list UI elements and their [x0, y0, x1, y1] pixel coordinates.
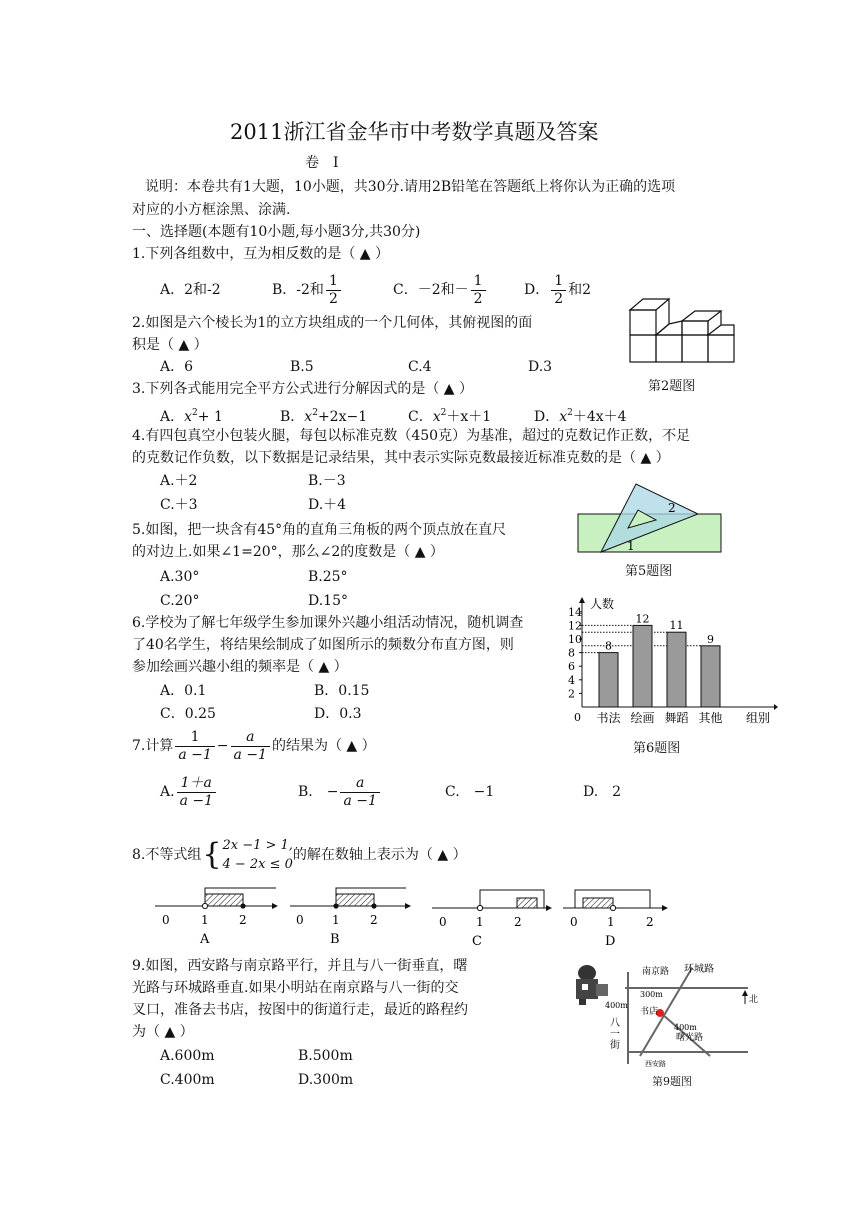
bar — [667, 632, 686, 707]
map-label-north: 北 — [749, 995, 759, 1005]
q7-stem: 7.计算 1 a −1 − $\frac{a}{a -1}$ 的结果为（ ▲ ） — [132, 728, 376, 763]
category-label: 其他 — [698, 711, 723, 725]
volume-label: 卷 I — [305, 155, 339, 171]
number-line-d — [563, 890, 668, 949]
svg-text:0: 0 — [570, 915, 578, 929]
q5-option-d: D.15° — [308, 593, 348, 609]
q5-option-b: B.25° — [308, 569, 348, 585]
category-label: 书法 — [596, 711, 621, 725]
q6-stem-1: 6.学校为了解七年级学生参加课外兴趣小组活动情况，随机调查 — [132, 615, 524, 631]
q1-option-b-prefix: B．-2和 — [272, 282, 324, 298]
fraction: $\frac{a}{a -1}$ — [340, 775, 379, 810]
y-axis-label: 人数 — [590, 597, 615, 611]
x-axis-label: 组别 — [746, 711, 771, 725]
category-labels — [596, 710, 722, 725]
fraction: $\frac{a}{a -1}$ — [231, 729, 270, 764]
map-label-400-right: 400m — [674, 1023, 697, 1032]
q5-option-a: A.30° — [160, 569, 200, 585]
q2-option-c: C.4 — [408, 359, 432, 375]
category-label: 绘画 — [630, 711, 655, 725]
q3-option-a: A．$x^2+ 1$ — [160, 408, 223, 425]
q1-option-a: A．2和-2 — [160, 282, 221, 298]
number-line-c — [432, 890, 552, 949]
number-line-options — [150, 878, 670, 950]
q5-stem-2: 的对边上.如果∠1=20°，那么∠2的度数是（ ▲ ） — [132, 544, 444, 560]
y-axis-arrow — [579, 597, 585, 603]
q6-option-a: A．0.1 — [160, 683, 207, 699]
y-tick-label: 0 — [574, 711, 581, 724]
y-tick-label: 14 — [568, 605, 582, 619]
student-cartoon-icon — [576, 965, 608, 1005]
q9-stem-1: 9.如图，西安路与南京路平行，并且与八一街垂直，曙 — [132, 958, 468, 974]
x-axis-arrow — [774, 704, 778, 710]
q9-option-b: B.500m — [298, 1048, 353, 1064]
q1-option-b — [272, 268, 343, 312]
angle-2-label: 2 — [668, 501, 676, 515]
map-label-shuguang: 曙光路 — [676, 1033, 704, 1043]
svg-text:2: 2 — [370, 913, 378, 927]
y-tick-label: 12 — [568, 619, 582, 633]
map-label-bayi-1: 八 — [610, 1018, 620, 1029]
q4-stem-2: 的克数记作负数，以下数据是记录结果，其中表示实际克数最接近标准克数的是（ ▲ ） — [132, 450, 670, 466]
y-tick-label: 8 — [568, 646, 575, 660]
intro-line-2: 对应的小方框涂黑、涂满. — [132, 202, 291, 218]
q3-option-d: D．$x^2+4x+4$ — [534, 408, 627, 425]
y-tick-label: 10 — [568, 633, 582, 646]
q9-option-d: D.300m — [298, 1072, 354, 1088]
q2-option-b: B.5 — [290, 359, 314, 375]
q9-caption: 第9题图 — [652, 1075, 692, 1088]
q5-option-c: C.20° — [160, 593, 200, 609]
map-label-bayi-2: 一 — [610, 1029, 620, 1040]
fraction: 1＋a a −1 — [177, 775, 216, 810]
fraction: 1 a −1 — [175, 729, 214, 764]
option-c-label: C — [472, 934, 482, 949]
map-label-300: 300m — [640, 990, 663, 999]
denominator: 2 — [554, 290, 564, 307]
q1-option-d: D． $\frac{1}{2}$ 和2 — [524, 272, 592, 307]
q6-stem-2: 了40名学生，将结果绘制成了如图所示的频数分布直方图，则 — [132, 637, 514, 653]
inequality-system: 2x −1 > 1, 4 − 2x ≤ 0 — [222, 838, 293, 872]
svg-text:0: 0 — [296, 913, 304, 927]
y-ticks — [568, 606, 582, 724]
section-heading: 一、选择题(本题有10小题,每小题3分,共30分) — [132, 224, 421, 240]
cube-figure — [625, 295, 740, 370]
q2-caption: 第2题图 — [648, 379, 696, 394]
q6-option-d: D．0.3 — [314, 706, 362, 722]
svg-text:0: 0 — [439, 915, 447, 929]
street-map-figure — [570, 960, 765, 1090]
svg-text:1: 1 — [476, 915, 484, 929]
q4-stem-1: 4.有四包真空小包装火腿，每包以标准克数（450克）为基准，超过的克数记作正数，不足 — [132, 428, 691, 444]
numerator: 1 — [326, 273, 341, 291]
q4-option-a: A.＋2 — [160, 473, 198, 489]
q3-option-b: B．$x^2+2x-1$ — [280, 408, 368, 425]
bar — [701, 646, 720, 707]
denominator: 2 — [473, 290, 483, 307]
fraction-half — [326, 273, 341, 308]
q6-option-b: B．0.15 — [314, 683, 370, 699]
q6-option-c: C．0.25 — [160, 706, 216, 722]
q2-stem-2: 积是（ ▲ ） — [132, 337, 208, 353]
map-label-bookstore: 书店 — [640, 1007, 659, 1017]
q1-option-c — [393, 268, 488, 312]
intro-line-1: 说明：本卷共有1大题，10小题，共30分.请用2B铅笔在答题纸上将你认为正确的选项 — [145, 179, 676, 195]
q7-option-c: C. −1 — [445, 784, 495, 800]
q9-stem-4: 为（ ▲ ） — [132, 1024, 194, 1040]
q1-option-c-prefix: C．－2和－ — [393, 282, 469, 298]
bar — [633, 625, 652, 707]
q5-caption: 第5题图 — [625, 564, 673, 579]
svg-text:1: 1 — [607, 915, 615, 929]
option-d-label: D — [605, 934, 616, 949]
q9-option-c: C.400m — [160, 1072, 215, 1088]
option-a-label: A — [200, 932, 210, 947]
q7-option-d: D. 2 — [583, 784, 622, 800]
y-tick-label: 4 — [568, 673, 575, 687]
svg-text:0: 0 — [162, 913, 170, 927]
map-label-huancheng: 环城路 — [684, 964, 714, 975]
q2-stem-1: 2.如图是六个棱长为1的立方块组成的一个几何体，其俯视图的面 — [132, 315, 533, 331]
q1-stem: 1.下列各组数中，互为相反数的是（ ▲ ） — [132, 246, 390, 262]
numerator: 1 — [551, 273, 566, 291]
q8-stem: 8.不等式组 { 2x −1 > 1, 4 − 2x ≤ 0 的解在数轴上表示为（ ▲ ） — [132, 833, 467, 877]
y-tick-label: 6 — [568, 660, 575, 674]
north-arrow-icon — [742, 990, 748, 1004]
svg-text:2: 2 — [646, 915, 654, 929]
number-line-a — [155, 888, 278, 947]
number-line-b — [290, 888, 411, 947]
q9-option-a: A.600m — [160, 1048, 215, 1064]
map-label-bayi-3: 街 — [610, 1040, 620, 1051]
option-b-label: B — [330, 932, 340, 947]
page-title: 2011浙江省金华市中考数学真题及答案 — [230, 120, 599, 144]
angle-1-label: 1 — [627, 539, 635, 553]
denominator: 2 — [328, 290, 338, 307]
q5-stem-1: 5.如图，把一块含有45°角的直角三角板的两个顶点放在直尺 — [132, 522, 507, 538]
svg-text:1: 1 — [332, 913, 340, 927]
histogram-chart — [560, 595, 782, 730]
q1-option-d-suffix: 和2 — [568, 282, 592, 298]
q7-option-a: A. 1＋a a −1 — [160, 770, 218, 814]
q4-option-d: D.＋4 — [308, 497, 347, 513]
bar — [599, 653, 618, 707]
q6-caption: 第6题图 — [633, 741, 681, 756]
fraction-half — [551, 273, 566, 308]
q3-stem: 3.下列各式能用完全平方公式进行分解因式的是（ ▲ ） — [132, 381, 474, 397]
q4-option-c: C.＋3 — [160, 497, 198, 513]
q3-option-c: C．$x^2+x+1$ — [408, 408, 492, 425]
ruler-triangle-figure — [574, 480, 724, 560]
category-label: 舞蹈 — [664, 711, 689, 725]
bar-value-label: 8 — [605, 639, 612, 653]
svg-text:2: 2 — [239, 913, 247, 927]
brace-icon: { — [202, 837, 222, 872]
bar-value-label: 11 — [669, 619, 684, 633]
q4-option-b: B.－3 — [308, 473, 346, 489]
bars — [599, 625, 720, 707]
numerator: 1 — [471, 273, 486, 291]
q7-option-b: B. − $\frac{a}{a -1}$ — [298, 770, 382, 814]
fraction-half — [471, 273, 486, 308]
svg-text:1: 1 — [201, 913, 209, 927]
q2-option-a: A．6 — [160, 359, 194, 375]
q6-stem-3: 参加绘画兴趣小组的频率是（ ▲ ） — [132, 659, 348, 675]
bar-value-label: 12 — [635, 612, 650, 626]
map-label-400-left: 400m — [605, 1001, 628, 1010]
map-label-xian: 西安路 — [645, 1060, 666, 1068]
map-label-nanjing: 南京路 — [642, 967, 670, 977]
q9-stem-3: 叉口，准备去书店，按图中的街道行走，最近的路程约 — [132, 1002, 468, 1018]
q2-option-d: D.3 — [528, 359, 553, 375]
y-tick-label: 2 — [568, 687, 575, 701]
svg-text:2: 2 — [514, 915, 522, 929]
bar-value-label: 9 — [707, 632, 714, 646]
q9-stem-2: 光路与环城路垂直.如果小明站在南京路与八一街的交 — [132, 980, 459, 996]
